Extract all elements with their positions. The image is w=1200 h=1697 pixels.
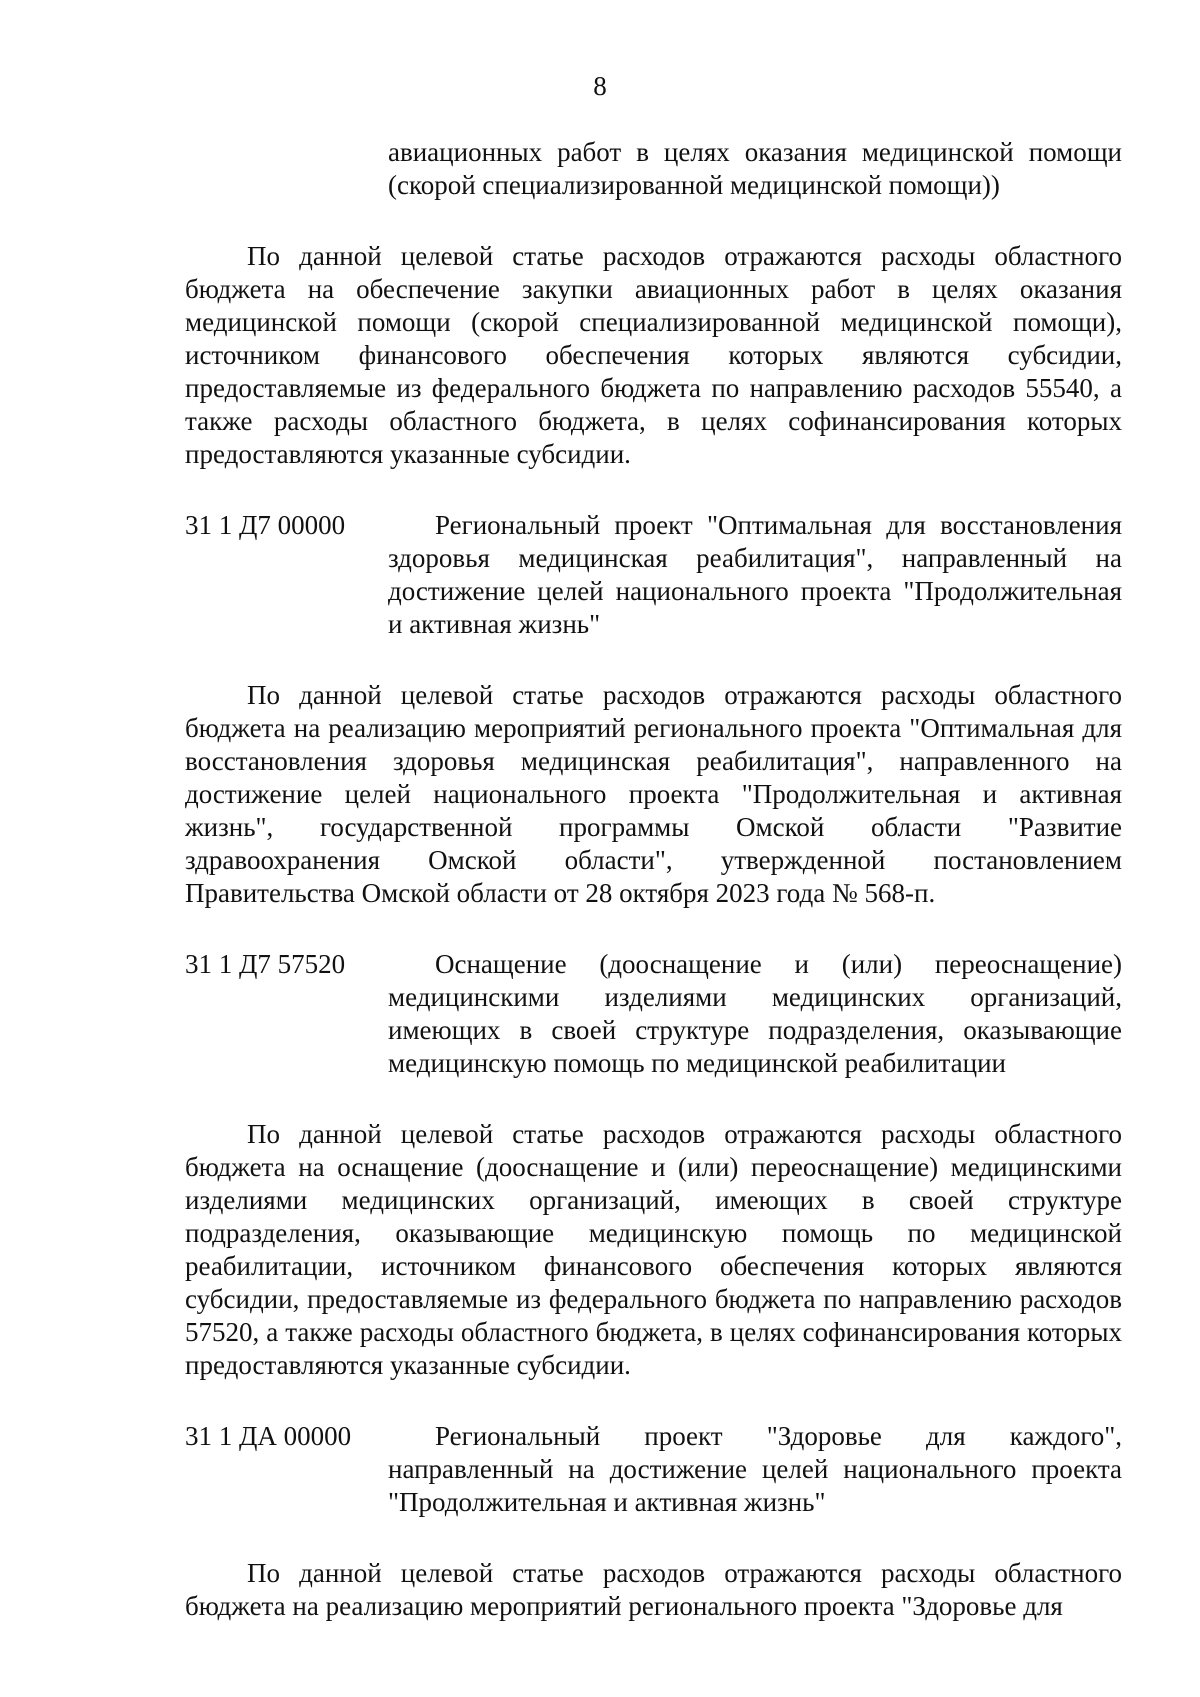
budget-code: 31 1 ДА 00000 [185, 1421, 352, 1451]
budget-entry-title: Региональный проект "Оптимальная для восстановления здоровья медицинская реабилитация", направленный на достижение целей национального проекта "Продолжительная и активная жизнь" [388, 510, 1122, 639]
paragraph-aviation-works: По данной целевой статье расходов отражаются расходы областного бюджета на обеспечение закупки авиационных работ в целях оказания медицинской помощи (скорой специализированной медицинской помощи), источником финансового обеспечения которых являются субсидии, предоставляемые из федерального бюджета по направлению расходов 55540, а также расходы областного бюджета, в целях софинансирования которых предоставляются указанные субсидии. [185, 241, 1122, 469]
budget-entry-title: Региональный проект "Здоровье для каждого", направленный на достижение целей национального проекта "Продолжительная и активная жизнь" [388, 1421, 1122, 1517]
budget-entry-da-00000 [185, 1420, 1122, 1519]
budget-entry-title: Оснащение (дооснащение и (или) переоснащение) медицинскими изделиями медицинских организаций, имеющих в своей структуре подразделения, оказывающие медицинскую помощь по медицинской реабилитации [388, 949, 1122, 1078]
paragraph-equipment: По данной целевой статье расходов отражаются расходы областного бюджета на оснащение (дооснащение и (или) переоснащение) медицинскими изделиями медицинских организаций, имеющих в своей структуре подразделения, оказывающие медицинскую помощь по медицинской реабилитации, источником финансового обеспечения которых являются субсидии, предоставляемые из федерального бюджета по направлению расходов 57520, а также расходы областного бюджета, в целях софинансирования которых предоставляются указанные субсидии. [185, 1119, 1122, 1380]
page-number: 8 [593, 71, 607, 101]
budget-code: 31 1 Д7 57520 [185, 949, 346, 979]
budget-code: 31 1 Д7 00000 [185, 510, 346, 540]
budget-entry-d7-57520 [185, 948, 1122, 1080]
document-body [185, 136, 1122, 1650]
paragraph-health-for-everyone: По данной целевой статье расходов отражаются расходы областного бюджета на реализацию мероприятий регионального проекта "Здоровье для [185, 1558, 1122, 1621]
heading-continuation: авиационных работ в целях оказания медицинской помощи (скорой специализированной медицинской помощи)) [388, 137, 1122, 200]
paragraph-rehabilitation-project: По данной целевой статье расходов отражаются расходы областного бюджета на реализацию мероприятий регионального проекта "Оптимальная для восстановления здоровья медицинская реабилитация", направленного на достижение целей национального проекта "Продолжительная и активная жизнь", государственной программы Омской области "Развитие здравоохранения Омской области", утвержденной постановлением Правительства Омской области от 28 октября 2023 года № 568-п. [185, 680, 1122, 908]
budget-entry-d7-00000 [185, 509, 1122, 641]
